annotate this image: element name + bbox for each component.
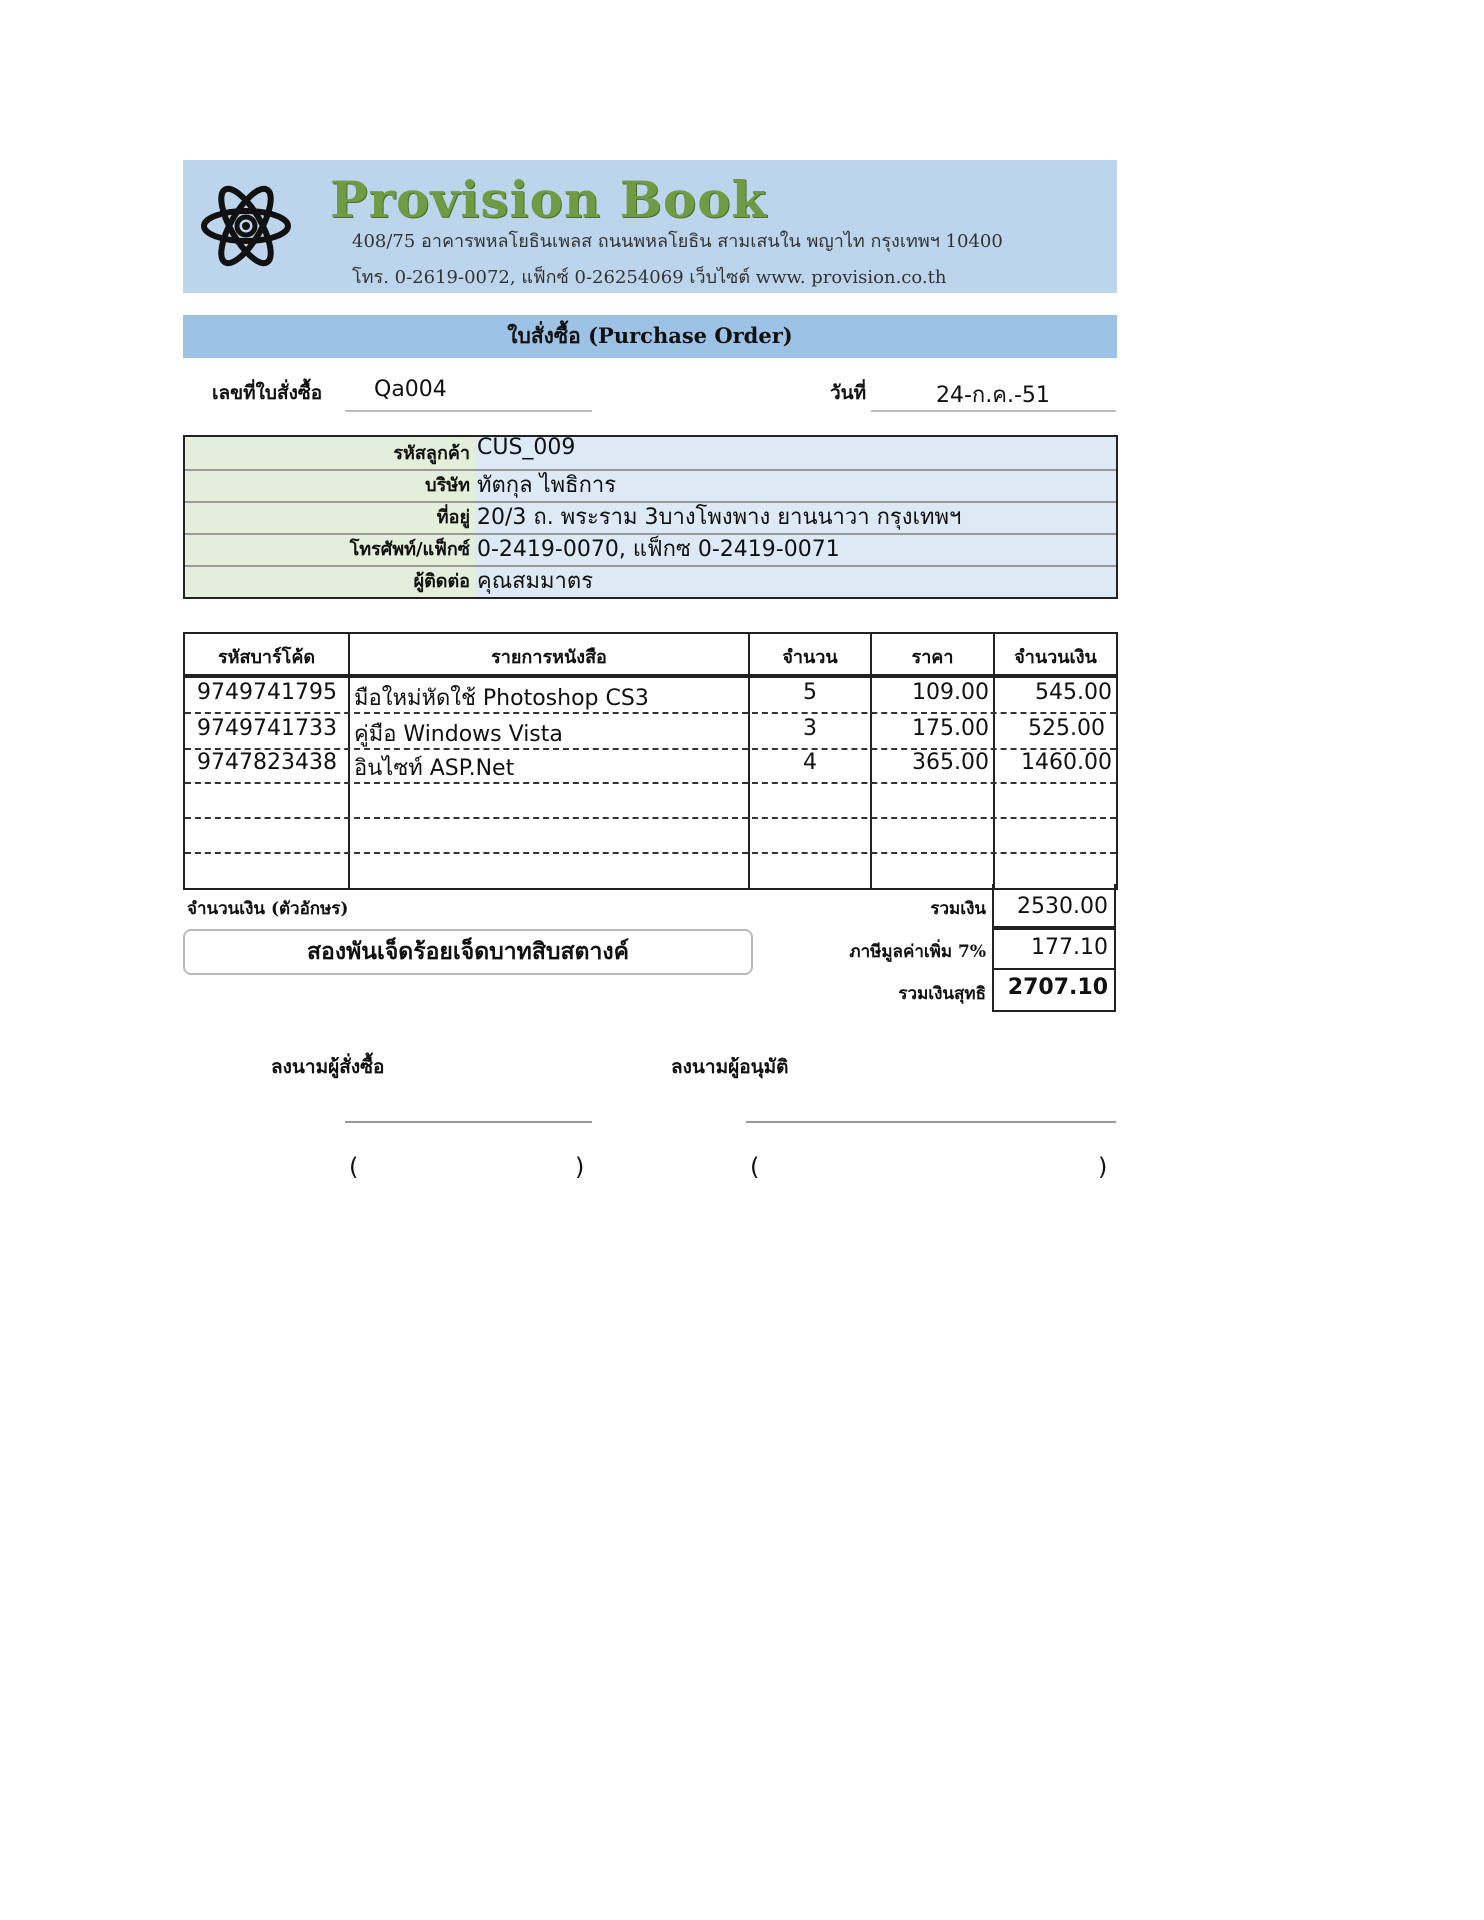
buyer-signature-label: ลงนามผู้สั่งซื้อ (271, 1056, 385, 1078)
customer-row-id (185, 437, 1116, 471)
approver-signature-line (746, 1121, 1116, 1123)
order-no-value: Qa004 (374, 377, 447, 402)
approver-signature-label: ลงนามผู้อนุมัติ (671, 1056, 789, 1078)
vat-label: ภาษีมูลค่าเพิ่ม 7% (849, 942, 986, 962)
customer-row-company (185, 469, 1116, 503)
items-table (183, 632, 1118, 890)
item-3-qty: 4 (803, 750, 817, 775)
col-header-barcode: รหัสบาร์โค้ด (217, 647, 316, 668)
vat-box (992, 928, 1116, 970)
approver-name-close-paren: ) (1098, 1153, 1108, 1181)
customer-contact-label: ผู้ติดต่อ (413, 571, 470, 592)
amount-words-box: สองพันเจ็ดร้อยเจ็ดบาทสิบสตางค์ (183, 929, 753, 975)
customer-phone-value: 0-2419-0070, แฟ็กซ 0-2419-0071 (477, 537, 840, 562)
amount-words-label: จำนวนเงิน (ตัวอักษร) (187, 899, 349, 919)
col-header-qty: จำนวน (782, 647, 838, 668)
item-2-title: คู่มือ Windows Vista (354, 722, 563, 747)
customer-row-phone (185, 533, 1116, 567)
customer-company-value: ทัตกุล ไพธิการ (477, 473, 617, 498)
item-1-title: มือใหม่หัดใช้ Photoshop CS3 (354, 686, 649, 711)
order-no-label: เลขที่ใบสั่งซื้อ (212, 382, 323, 404)
net-total-label: รวมเงินสุทธิ (898, 984, 986, 1004)
customer-phone-label: โทรศัพท์/แฟ็กซ์ (349, 539, 470, 560)
customer-company-label: บริษัท (425, 475, 470, 496)
col-header-amount: จำนวนเงิน (1014, 647, 1097, 668)
col-header-title: รายการหนังสือ (491, 647, 607, 668)
subtotal-value: 2530.00 (1017, 894, 1108, 919)
customer-contact-value: คุณสมมาตร (477, 569, 594, 594)
subtotal-box (992, 884, 1116, 928)
customer-address-label: ที่อยู่ (436, 507, 470, 528)
buyer-name-close-paren: ) (575, 1153, 585, 1181)
date-underline (871, 410, 1116, 412)
customer-row-contact (185, 565, 1116, 597)
buyer-signature-line (345, 1121, 592, 1123)
vat-value: 177.10 (1031, 935, 1108, 960)
customer-info-box (183, 435, 1118, 599)
company-address: 408/75 อาคารพหลโยธินเพลส ถนนพหลโยธิน สามเสนใน พญาไท กรุงเทพฯ 10400 (352, 231, 1003, 252)
customer-row-address (185, 501, 1116, 535)
item-3-title: อินไซท์ ASP.Net (354, 756, 515, 781)
item-1-barcode: 9749741795 (197, 680, 337, 705)
document-title: ใบสั่งซื้อ (Purchase Order) (183, 315, 1117, 358)
subtotal-label: รวมเงิน (930, 899, 986, 919)
item-2-price: 175.00 (912, 716, 989, 741)
net-total-box (992, 968, 1116, 1012)
item-1-amount: 545.00 (1035, 680, 1112, 705)
net-total-value: 2707.10 (1007, 975, 1108, 1000)
approver-name-open-paren: ( (750, 1153, 760, 1181)
col-header-price: ราคา (911, 647, 954, 668)
customer-address-value: 20/3 ถ. พระราม 3บางโพงพาง ยานนาวา กรุงเทพฯ (477, 505, 962, 530)
item-2-qty: 3 (803, 716, 817, 741)
date-value: 24-ก.ค.-51 (936, 383, 1050, 408)
order-no-underline (345, 410, 592, 412)
item-3-amount: 1460.00 (1021, 750, 1112, 775)
item-1-qty: 5 (803, 680, 817, 705)
item-2-barcode: 9749741733 (197, 716, 337, 741)
company-contact: โทร. 0-2619-0072, แฟ็กซ์ 0-26254069 เว็บไซต์ www. provision.co.th (352, 267, 947, 288)
date-label: วันที่ (830, 382, 867, 404)
buyer-name-open-paren: ( (349, 1153, 359, 1181)
item-3-barcode: 9747823438 (197, 750, 337, 775)
customer-id-label: รหัสลูกค้า (393, 443, 470, 464)
item-1-price: 109.00 (912, 680, 989, 705)
atom-icon (201, 178, 291, 273)
company-name: Provision Book (330, 170, 768, 229)
item-2-amount: 525.00 (1028, 716, 1105, 741)
item-3-price: 365.00 (912, 750, 989, 775)
customer-id-value: CUS_009 (477, 435, 576, 460)
